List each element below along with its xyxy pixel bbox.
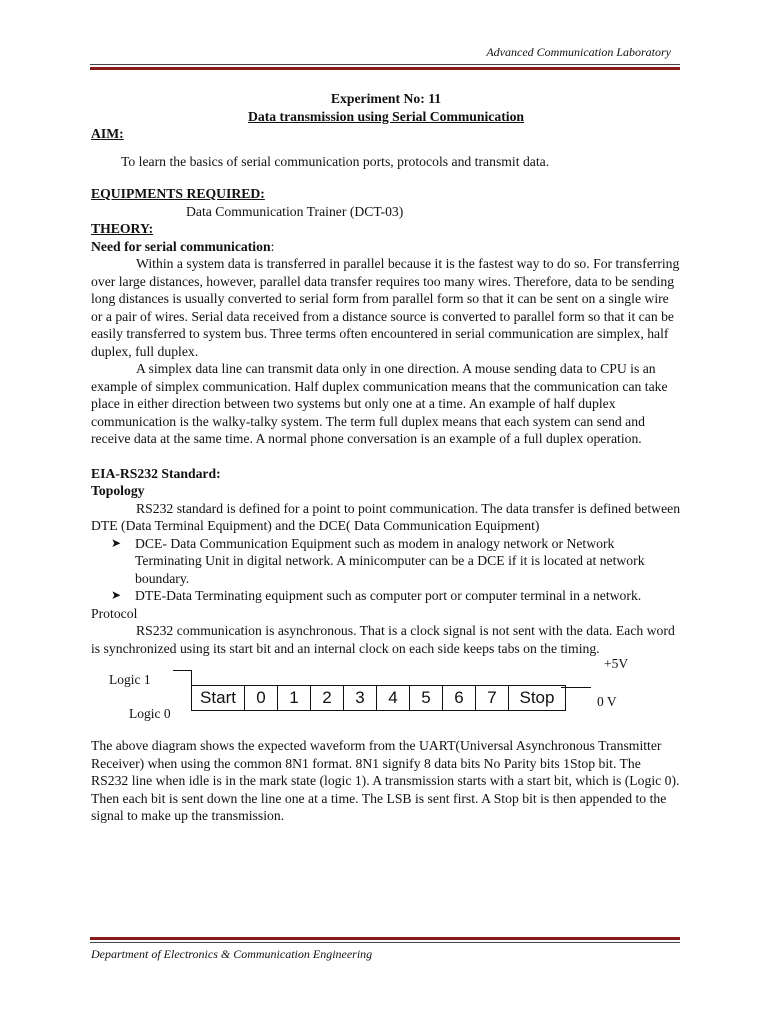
theory-paragraph-1: Within a system data is transferred in parallel because it is the fastest way to do so. For transferring over large distances, however, parallel data transfer requires too many wires. Therefore, data to be sending long distances is usually converted to serial form from parallel form so that it can be sent on a single wire or a pair of wires. Serial data received from a distance source is converted to parallel form so that it can be easily transferred to system bus. Three terms often encountered in serial communication are simplex, half duplex, full duplex.	[91, 256, 680, 359]
frame-cell-stop: Stop	[508, 685, 566, 711]
bullet-text: DCE- Data Communication Equipment such as modem in analogy network or Network Terminating Unit in digital network. A minicomputer can be a DCE if it is located at network boundary.	[135, 535, 645, 586]
frame-cell-bit: 7	[475, 685, 508, 711]
frame-cell-bit: 1	[277, 685, 310, 711]
frame-cell-bit: 3	[343, 685, 376, 711]
list-item	[111, 587, 681, 605]
list-item	[111, 535, 681, 588]
aim-heading: AIM:	[91, 126, 124, 141]
bullet-text: DTE-Data Terminating equipment such as computer port or computer terminal in a network.	[135, 588, 642, 603]
logic0-label: Logic 0	[129, 706, 171, 721]
protocol-text: RS232 communication is asynchronous. That is a clock signal is not sent with the data. Each word is synchronized using its start bit and an internal clock on each side keeps tabs on the timing.	[91, 623, 675, 656]
page-header-title: Advanced Communication Laboratory	[486, 45, 671, 59]
idle-high-line	[173, 670, 191, 671]
equipment-item: Data Communication Trainer (DCT-03)	[186, 203, 404, 219]
document-body	[91, 90, 681, 825]
equipment-heading: EQUIPMENTS REQUIRED:	[91, 186, 265, 201]
uart-frame-diagram	[91, 656, 681, 731]
topology-heading: Topology	[91, 483, 145, 498]
page-footer-text: Department of Electronics & Communication Engineering	[91, 947, 373, 961]
theory-heading: THEORY:	[91, 221, 154, 236]
header-rule	[90, 64, 680, 70]
aim-text: To learn the basics of serial communication ports, protocols and transmit data.	[121, 153, 550, 169]
rs232-bullet-list	[91, 535, 681, 605]
theory-subheading-suffix: :	[270, 238, 275, 254]
arrow-bullet-icon: ➤	[111, 535, 122, 550]
rs232-heading: EIA-RS232 Standard:	[91, 465, 221, 481]
theory-subheading: Need for serial communication	[91, 238, 271, 254]
zero-volt-label: 0 V	[597, 694, 617, 709]
frame-cell-bit: 0	[244, 685, 277, 711]
logic1-label: Logic 1	[109, 672, 151, 687]
footer-rule	[90, 937, 680, 943]
plus5v-label: +5V	[604, 656, 629, 671]
theory-paragraph-2: A simplex data line can transmit data only in one direction. A mouse sending data to CPU is an example of simplex communication. Half duplex communication means that the communication can take place in either direction between two systems but only one at a time. An example of half duplex communication is the walky-talky system. The term full duplex means that each system can send and receive data at the same time. A normal phone conversation is an example of a full duplex operation.	[91, 361, 668, 446]
frame-cell-start: Start	[191, 685, 244, 711]
closing-paragraph: The above diagram shows the expected waveform from the UART(Universal Asynchronous Transmitter Receiver) when using the common 8N1 format. 8N1 signify 8 data bits No Parity bits 1Stop bit. The RS232 line when idle is in the mark state (logic 1). A transmission starts with a start bit, which is (Logic 0). Then each bit is sent down the line one at a time. The LSB is sent first. A Stop bit is then appended to the signal to make up the transmission.	[91, 738, 680, 823]
frame-cell-bit: 4	[376, 685, 409, 711]
topology-text: RS232 standard is defined for a point to point communication. The data transfer is defined between DTE (Data Terminal Equipment) and the DCE( Data Communication Equipment)	[91, 500, 681, 533]
frame-cells	[191, 685, 566, 709]
frame-cell-bit: 2	[310, 685, 343, 711]
protocol-heading: Protocol	[91, 605, 138, 621]
experiment-number: Experiment No: 11	[330, 91, 442, 106]
theory-subheading-line	[91, 238, 681, 256]
frame-cell-bit: 5	[409, 685, 442, 711]
frame-cell-bit: 6	[442, 685, 475, 711]
arrow-bullet-icon: ➤	[111, 588, 122, 602]
experiment-title: Data transmission using Serial Communication	[247, 108, 525, 124]
